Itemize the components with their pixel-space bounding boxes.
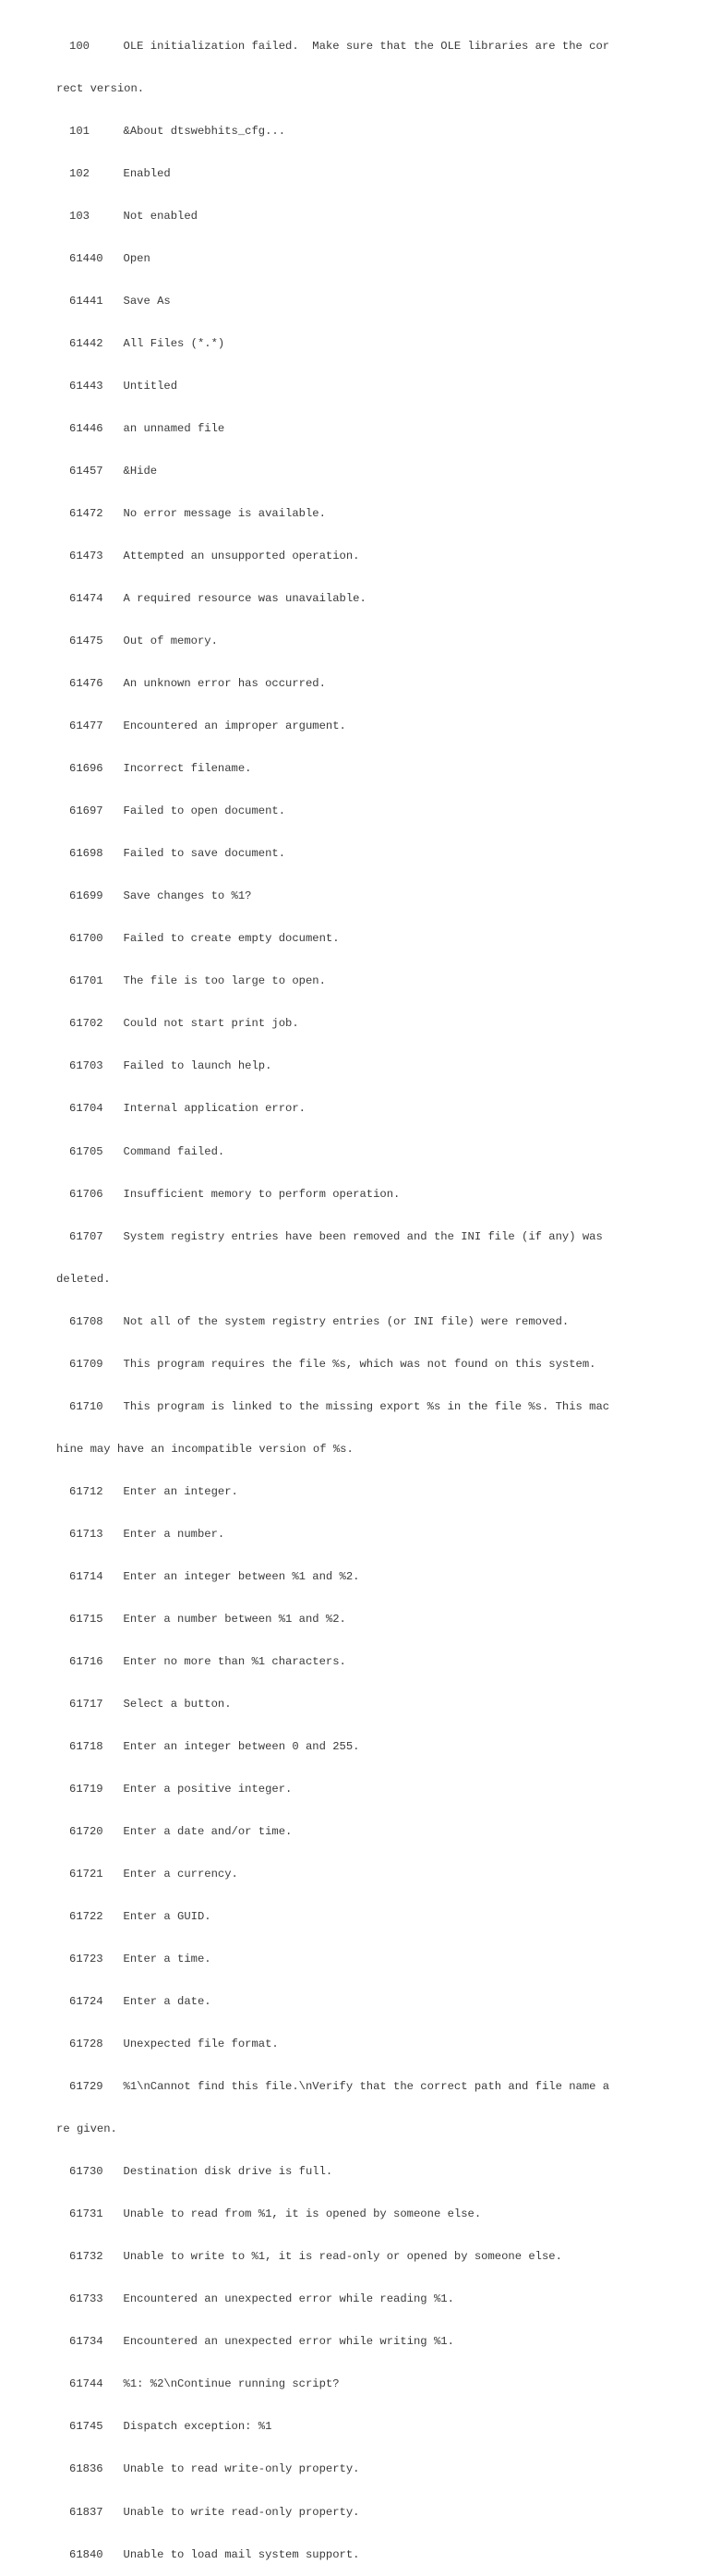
text-line: 61731 Unable to read from %1, it is opened by someone else. xyxy=(69,2207,482,2221)
text-line: 61724 Enter a date. xyxy=(69,1995,211,2009)
text-line: re given. xyxy=(56,2122,117,2136)
text-line: 61706 Insufficient memory to perform operation. xyxy=(69,1187,401,1201)
text-line: 61707 System registry entries have been removed and the INI file (if any) was xyxy=(69,1229,603,1243)
text-line: 61699 Save changes to %1? xyxy=(69,889,252,903)
text-line: 61701 The file is too large to open. xyxy=(69,974,326,988)
text-line: 61443 Untitled xyxy=(69,379,178,393)
text-line: 61734 Encountered an unexpected error while writing %1. xyxy=(69,2335,454,2349)
text-line: 61837 Unable to write read-only property. xyxy=(69,2505,360,2519)
text-line: 61474 A required resource was unavailable. xyxy=(69,592,367,606)
text-line: 61721 Enter a currency. xyxy=(69,1868,238,1881)
text-line: 103 Not enabled xyxy=(69,209,198,223)
string-table-document xyxy=(56,11,679,2576)
text-line: 61703 Failed to launch help. xyxy=(69,1059,272,1073)
text-line: 61440 Open xyxy=(69,251,150,265)
text-line: 61836 Unable to read write-only property. xyxy=(69,2462,360,2476)
text-line: rect version. xyxy=(56,81,145,95)
text-line: 61745 Dispatch exception: %1 xyxy=(69,2420,272,2434)
text-line: deleted. xyxy=(56,1272,111,1286)
text-line: 61698 Failed to save document. xyxy=(69,847,286,861)
text-line: 61709 This program requires the file %s, which was not found on this system. xyxy=(69,1357,596,1371)
text-line: 61700 Failed to create empty document. xyxy=(69,932,340,946)
text-line: 61717 Select a button. xyxy=(69,1697,232,1711)
text-line: 61473 Attempted an unsupported operation. xyxy=(69,550,360,563)
text-line: 61446 an unnamed file xyxy=(69,421,225,435)
text-line: 61702 Could not start print job. xyxy=(69,1017,299,1031)
text-line: 61713 Enter a number. xyxy=(69,1527,225,1541)
text-line: 61697 Failed to open document. xyxy=(69,804,286,818)
text-line: 61457 &Hide xyxy=(69,465,158,478)
text-line: 102 Enabled xyxy=(69,166,171,180)
text-line: 61722 Enter a GUID. xyxy=(69,1910,211,1924)
text-line: 61710 This program is linked to the missing export %s in the file %s. This mac xyxy=(69,1399,610,1413)
text-line: 61441 Save As xyxy=(69,294,171,308)
text-line: 61475 Out of memory. xyxy=(69,635,218,648)
text-line: 61712 Enter an integer. xyxy=(69,1484,238,1498)
text-line: 61476 An unknown error has occurred. xyxy=(69,677,326,691)
text-line: 61733 Encountered an unexpected error while reading %1. xyxy=(69,2292,454,2306)
text-line: 100 OLE initialization failed. Make sure that the OLE libraries are the cor xyxy=(69,39,610,53)
text-line: 101 &About dtswebhits_cfg... xyxy=(69,124,286,138)
text-line: 61705 Command failed. xyxy=(69,1144,225,1158)
text-line: 61840 Unable to load mail system support. xyxy=(69,2547,360,2561)
text-line: 61729 %1\nCannot find this file.\nVerify that the correct path and file name a xyxy=(69,2080,610,2094)
text-line: 61744 %1: %2\nContinue running script? xyxy=(69,2377,340,2391)
text-line: 61718 Enter an integer between 0 and 255. xyxy=(69,1739,360,1753)
text-line: 61719 Enter a positive integer. xyxy=(69,1782,293,1796)
text-line: 61716 Enter no more than %1 characters. xyxy=(69,1654,346,1668)
text-line: 61472 No error message is available. xyxy=(69,507,326,521)
text-line: 61720 Enter a date and/or time. xyxy=(69,1825,293,1838)
text-line: 61442 All Files (*.*) xyxy=(69,336,225,350)
text-line: 61715 Enter a number between %1 and %2. xyxy=(69,1612,346,1626)
text-line: hine may have an incompatible version of %s. xyxy=(56,1442,354,1456)
text-line: 61477 Encountered an improper argument. xyxy=(69,720,346,733)
text-line: 61732 Unable to write to %1, it is read-only or opened by someone else. xyxy=(69,2250,562,2264)
text-line: 61714 Enter an integer between %1 and %2. xyxy=(69,1569,360,1583)
text-line: 61704 Internal application error. xyxy=(69,1102,306,1116)
text-line: 61730 Destination disk drive is full. xyxy=(69,2165,333,2179)
text-line: 61723 Enter a time. xyxy=(69,1953,211,1966)
text-line: 61696 Incorrect filename. xyxy=(69,762,252,776)
text-line: 61708 Not all of the system registry entries (or INI file) were removed. xyxy=(69,1314,570,1328)
text-line: 61728 Unexpected file format. xyxy=(69,2038,279,2051)
